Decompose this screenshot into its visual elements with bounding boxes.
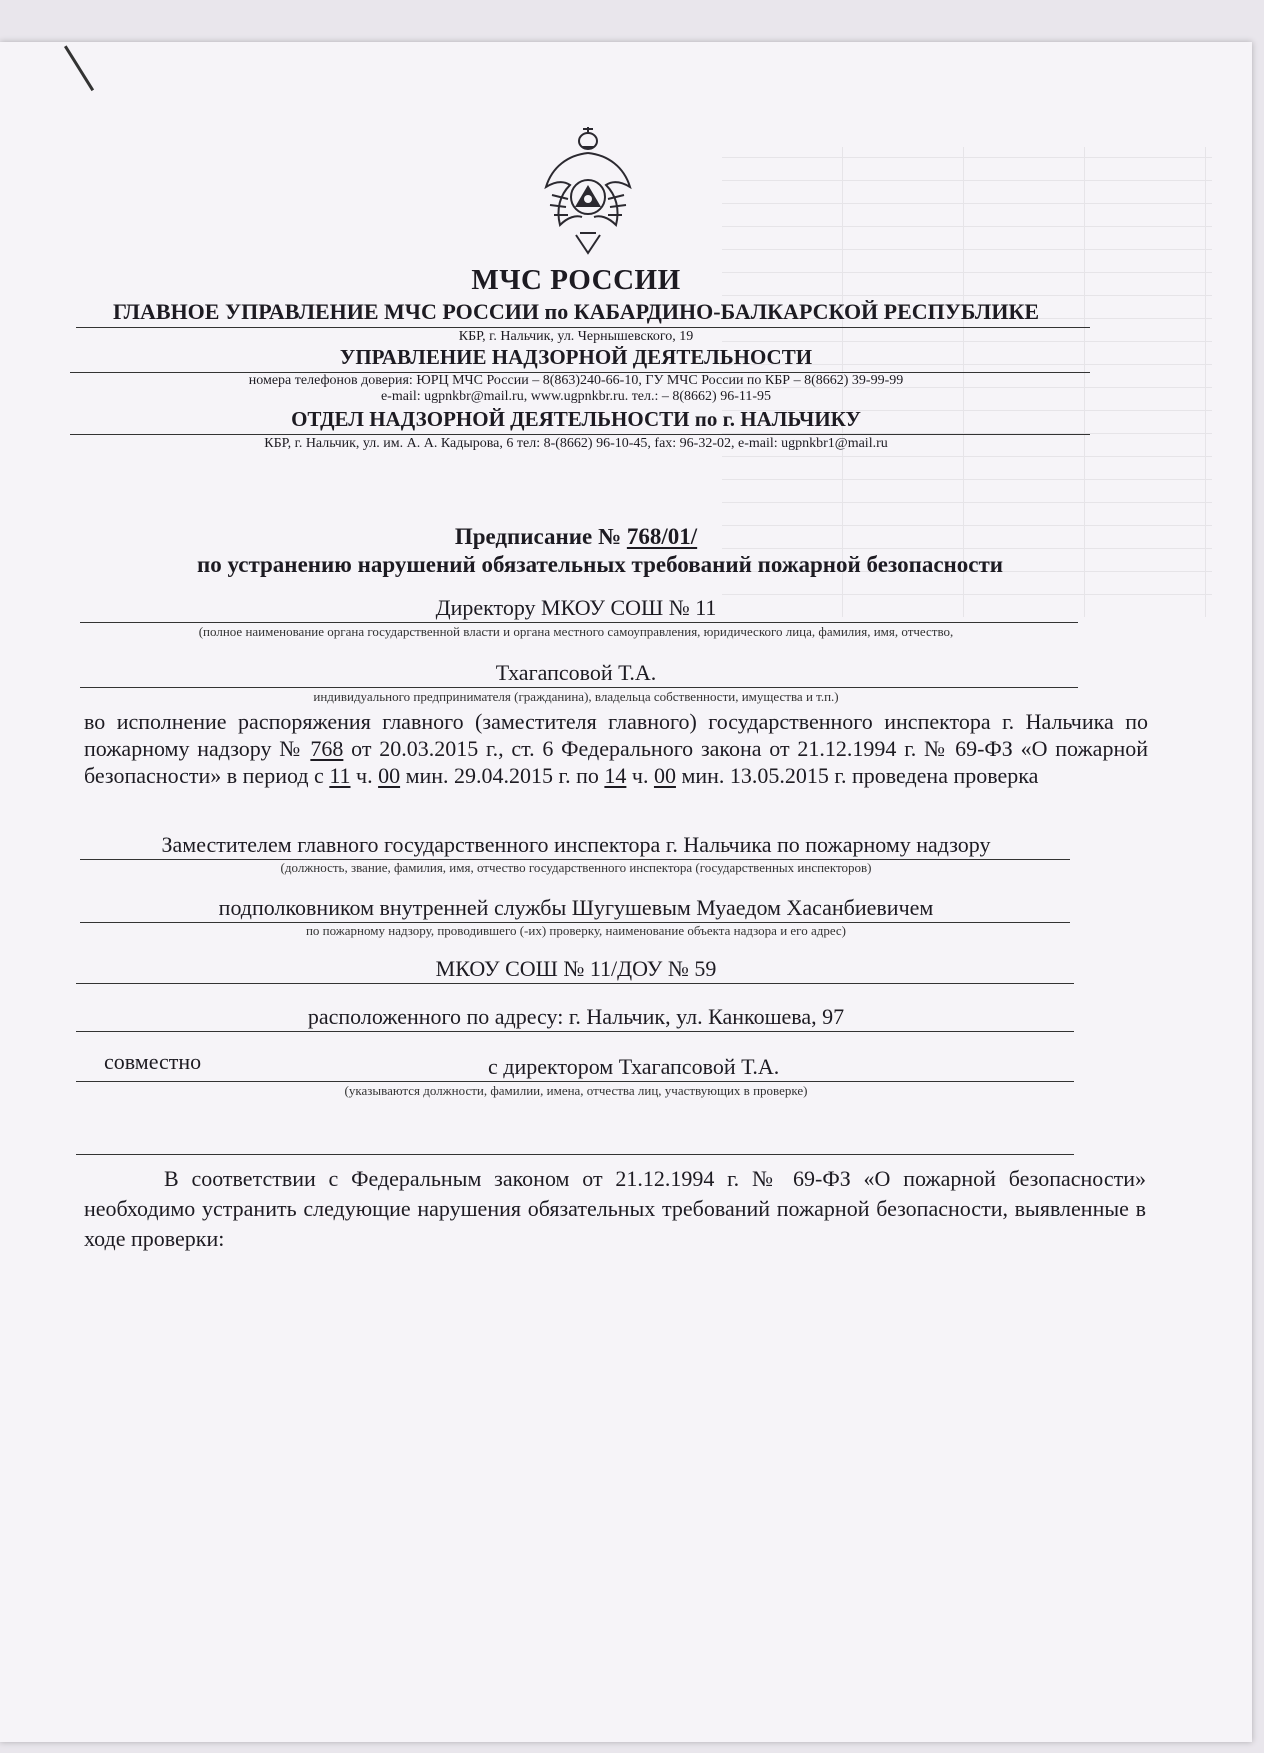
basis-text-e: ч.: [626, 763, 654, 788]
emergency-ministry-emblem-icon: [538, 125, 638, 260]
participant-rule: [76, 1081, 1074, 1082]
basis-text-d: мин. 29.04.2015 г. по: [400, 763, 605, 788]
blank-rule: [76, 1154, 1074, 1155]
basis-text-b: от 20.03.2015 г., ст. 6 Федерального закона от 21.12.1994 г. № 69-ФЗ «О пожарной безопасности» в период с: [84, 736, 1148, 788]
end-hour: 14: [604, 763, 627, 788]
start-minute: 00: [378, 763, 401, 788]
address-rule: [76, 1031, 1074, 1032]
start-hour: 11: [329, 763, 351, 788]
unit-contacts: e-mail: ugpnkbr@mail.ru, www.ugpnkbr.ru. тел.: – 8(8662) 96-11-95: [380, 389, 772, 404]
object-address: расположенного по адресу: г. Нальчик, ул. Канкошева, 97: [307, 1004, 845, 1029]
document-page: [0, 42, 1252, 1742]
inspection-basis-paragraph: [84, 708, 1148, 789]
main-directorate-name: ГЛАВНОЕ УПРАВЛЕНИЕ МЧС РОССИИ по КАБАРДИНО-БАЛКАРСКОЙ РЕСПУБЛИКЕ: [112, 299, 1040, 324]
supervision-unit-name: УПРАВЛЕНИЕ НАДЗОРНОЙ ДЕЯТЕЛЬНОСТИ: [339, 345, 813, 369]
participant-caption: (указываются должности, фамилии, имена, отчества лиц, участвующих в проверке): [344, 1083, 808, 1098]
basis-text-c: ч.: [350, 763, 379, 788]
inspector-caption-2: по пожарному надзору, проводившего (-их) проверку, наименование объекта надзора и его адрес): [305, 923, 847, 938]
document-subtitle: по устранению нарушений обязательных требований пожарной безопасности: [196, 552, 1004, 577]
scan-fold-mark: [64, 45, 94, 91]
object-name: МКОУ СОШ № 11/ДОУ № 59: [435, 956, 717, 981]
header-rule-1: [76, 327, 1090, 328]
recipient-line-1: Директору МКОУ СОШ № 11: [435, 595, 717, 620]
inspector-position: Заместителем главного государственного инспектора г. Нальчика по пожарному надзору: [161, 832, 991, 857]
basis-text-f: мин. 13.05.2015 г. проведена проверка: [675, 763, 1039, 788]
inspector-name: подполковником внутренней службы Шугушевым Муаедом Хасанбиевичем: [218, 895, 934, 920]
recipient-line-2: Тхагапсовой Т.А.: [495, 660, 657, 685]
basis-text-a: во исполнение распоряжения главного (заместителя главного) государственного инспектора г. Нальчика по пожарному надзору №: [84, 709, 1148, 761]
department-address: КБР, г. Нальчик, ул. им. А. А. Кадырова, 6 тел: 8-(8662) 96-10-45, fax: 96-32-02, e-mail: ugpnkbr1@mail.ru: [264, 436, 888, 451]
violations-intro-text: В соответствии с Федеральным законом от 21.12.1994 г. № 69-ФЗ «О пожарной безопасности» необходимо устранить следующие нарушения обязательных требований пожарной безопасности, выявленные в ходе проверки:: [84, 1166, 1146, 1251]
inspector-caption-1: (должность, звание, фамилия, имя, отчество государственного инспектора (государственных инспекторов): [280, 860, 872, 875]
trust-phones: номера телефонов доверия: ЮРЦ МЧС России – 8(863)240-66-10, ГУ МЧС России по КБР – 8(8662) 39-99-99: [248, 373, 904, 388]
document-title: [60, 524, 1092, 550]
title-prefix: Предписание №: [454, 524, 627, 549]
recipient-caption-2: индивидуального предпринимателя (гражданина), владельца собственности, имущества и т.п.): [313, 689, 839, 704]
jointly-label: совместно: [104, 1049, 202, 1074]
recipient-rule-2: [80, 687, 1078, 688]
order-number: 768/01/: [626, 524, 698, 549]
object-rule: [76, 983, 1074, 984]
participant: с директором Тхагапсовой Т.А.: [488, 1054, 780, 1079]
recipient-rule-1: [80, 622, 1078, 623]
recipient-caption-1: (полное наименование органа государственной власти и органа местного самоуправления, юридического лица, фамилия, имя, отчество,: [198, 624, 954, 639]
org-name: МЧС РОССИИ: [471, 264, 681, 296]
violations-intro-paragraph: [84, 1164, 1146, 1254]
department-name: ОТДЕЛ НАДЗОРНОЙ ДЕЯТЕЛЬНОСТИ по г. НАЛЬЧИКУ: [291, 407, 861, 431]
order-ref: 768: [310, 736, 344, 761]
end-minute: 00: [653, 763, 676, 788]
header-rule-3: [70, 434, 1090, 435]
main-directorate-address: КБР, г. Нальчик, ул. Чернышевского, 19: [458, 329, 694, 344]
